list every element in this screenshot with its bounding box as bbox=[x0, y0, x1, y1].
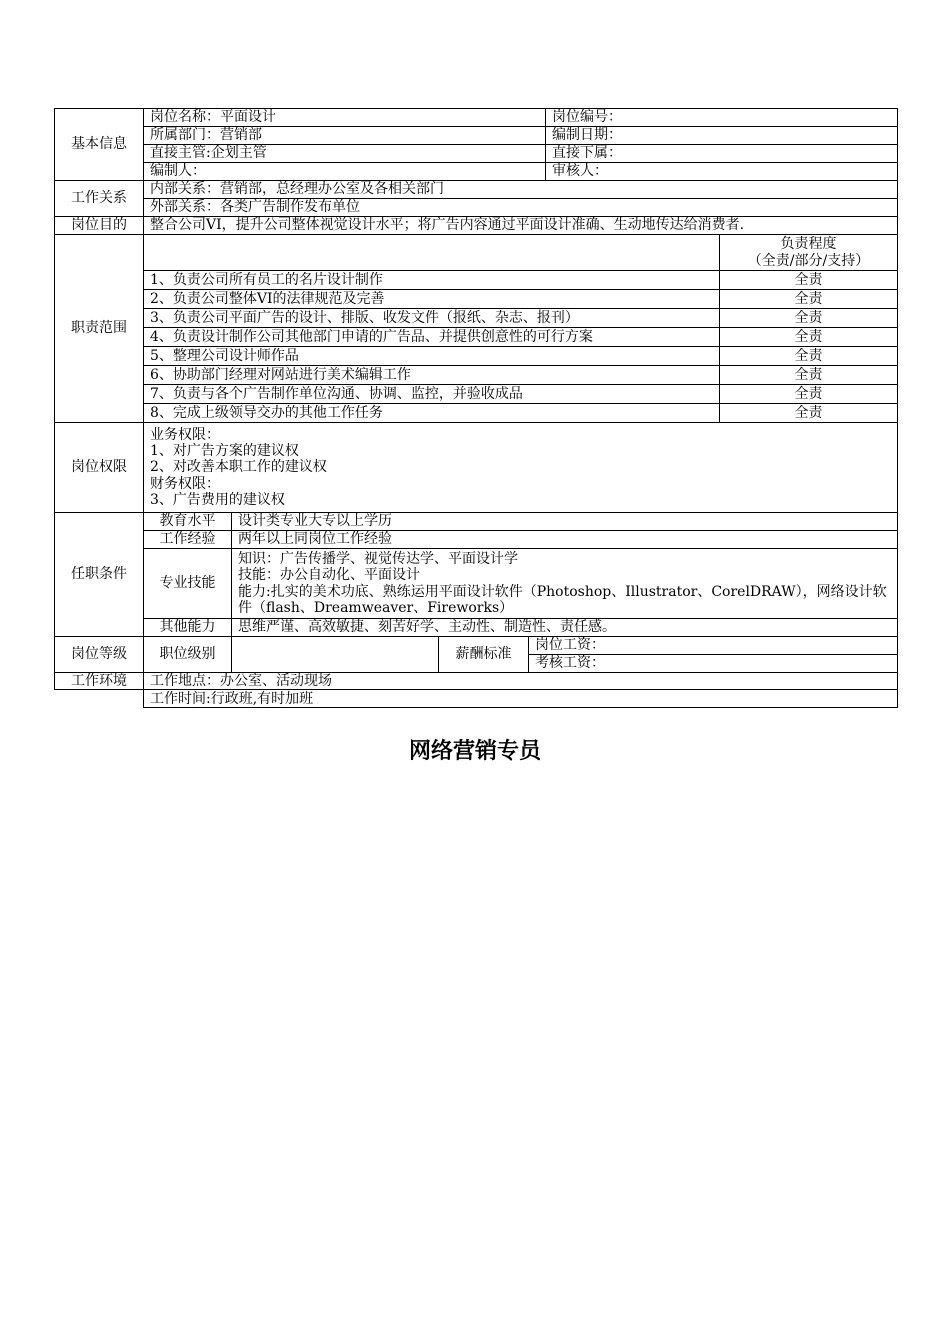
duty-item: 1、负责公司所有员工的名片设计制作 bbox=[144, 271, 720, 290]
duties-label: 职责范围 bbox=[55, 235, 144, 423]
environment-blank bbox=[55, 690, 144, 708]
duty-degree: 全责 bbox=[720, 271, 898, 290]
level-value bbox=[232, 637, 439, 673]
other-ability-label: 其他能力 bbox=[144, 619, 232, 637]
skills-label: 专业技能 bbox=[144, 549, 232, 619]
education-label: 教育水平 bbox=[144, 513, 232, 531]
duty-degree: 全责 bbox=[720, 404, 898, 423]
department: 所属部门：营销部 bbox=[144, 127, 546, 145]
degree-header-line1: 负责程度 bbox=[780, 236, 837, 253]
post-name: 岗位名称：平面设计 bbox=[144, 109, 546, 127]
authority-line: 财务权限： bbox=[150, 475, 220, 492]
duty-item: 7、负责与各个广告制作单位沟通、协调、监控，并验收成品 bbox=[144, 385, 720, 404]
duty-degree: 全责 bbox=[720, 290, 898, 309]
duty-item: 2、负责公司整体VI的法律规范及完善 bbox=[144, 290, 720, 309]
post-number: 岗位编号： bbox=[546, 109, 898, 127]
duty-degree: 全责 bbox=[720, 385, 898, 404]
basic-info-label: 基本信息 bbox=[55, 109, 144, 181]
authority-line: 1、对广告方案的建议权 bbox=[150, 443, 299, 460]
authority-line: 2、对改善本职工作的建议权 bbox=[150, 459, 327, 476]
qualifications-label: 任职条件 bbox=[55, 513, 144, 637]
grade-label: 岗位等级 bbox=[55, 637, 144, 673]
environment-label: 工作环境 bbox=[55, 673, 144, 690]
other-ability-value: 思维严谨、高效敏捷、刻苦好学、主动性、制造性、责任感。 bbox=[232, 619, 898, 637]
authority-line: 3、广告费用的建议权 bbox=[150, 491, 285, 508]
relations-label: 工作关系 bbox=[55, 181, 144, 217]
duty-item: 8、完成上级领导交办的其他工作任务 bbox=[144, 404, 720, 423]
degree-header-line2: （全责/部分/支持） bbox=[747, 252, 870, 269]
post-salary: 岗位工资： bbox=[529, 637, 898, 655]
education-value: 设计类专业大专以上学历 bbox=[232, 513, 898, 531]
skills-line: 知识：广告传播学、视觉传达学、平面设计学 bbox=[238, 551, 518, 568]
work-place: 工作地点：办公室、活动现场 bbox=[144, 673, 898, 690]
duty-degree: 全责 bbox=[720, 309, 898, 328]
direct-subordinate: 直接下属： bbox=[546, 145, 898, 163]
duty-item: 4、负责设计制作公司其他部门申请的广告品、并提供创意性的可行方案 bbox=[144, 328, 720, 347]
duty-item: 6、协助部门经理对网站进行美术编辑工作 bbox=[144, 366, 720, 385]
experience-label: 工作经验 bbox=[144, 531, 232, 549]
next-section-title: 网络营销专员 bbox=[408, 739, 541, 764]
authority-content bbox=[144, 423, 898, 513]
purpose-label: 岗位目的 bbox=[55, 217, 144, 235]
external-relations: 外部关系：各类广告制作发布单位 bbox=[144, 199, 898, 217]
skills-line: 技能：办公自动化、平面设计 bbox=[238, 567, 420, 584]
experience-value: 两年以上同岗位工作经验 bbox=[232, 531, 898, 549]
level-label: 职位级别 bbox=[144, 637, 232, 673]
reviewer: 审核人： bbox=[546, 163, 898, 181]
authority-label: 岗位权限 bbox=[55, 423, 144, 513]
job-description-table bbox=[54, 108, 898, 708]
assess-salary: 考核工资： bbox=[529, 655, 898, 673]
direct-supervisor: 直接主管:企划主管 bbox=[144, 145, 546, 163]
degree-header bbox=[720, 235, 898, 271]
duties-header-blank bbox=[144, 235, 720, 271]
pay-label: 薪酬标准 bbox=[439, 637, 529, 673]
duty-degree: 全责 bbox=[720, 347, 898, 366]
duty-item: 5、整理公司设计师作品 bbox=[144, 347, 720, 366]
duty-degree: 全责 bbox=[720, 328, 898, 347]
purpose-text: 整合公司VI，提升公司整体视觉设计水平；将广告内容通过平面设计准确、生动地传达给消费者. bbox=[144, 217, 898, 235]
duty-item: 3、负责公司平面广告的设计、排版、收发文件（报纸、杂志、报刊） bbox=[144, 309, 720, 328]
skills-line: 能力:扎实的美术功底、熟练运用平面设计软件（Photoshop、Illustrator、CorelDRAW），网络设计软件（flash、Dreamweaver、Fireworks） bbox=[238, 583, 887, 616]
internal-relations: 内部关系：营销部，总经理办公室及各相关部门 bbox=[144, 181, 898, 199]
skills-content bbox=[232, 549, 898, 619]
authority-line: 业务权限： bbox=[150, 427, 220, 444]
prepare-date: 编制日期： bbox=[546, 127, 898, 145]
duty-degree: 全责 bbox=[720, 366, 898, 385]
author: 编制人： bbox=[144, 163, 546, 181]
work-time: 工作时间:行政班,有时加班 bbox=[144, 690, 898, 708]
